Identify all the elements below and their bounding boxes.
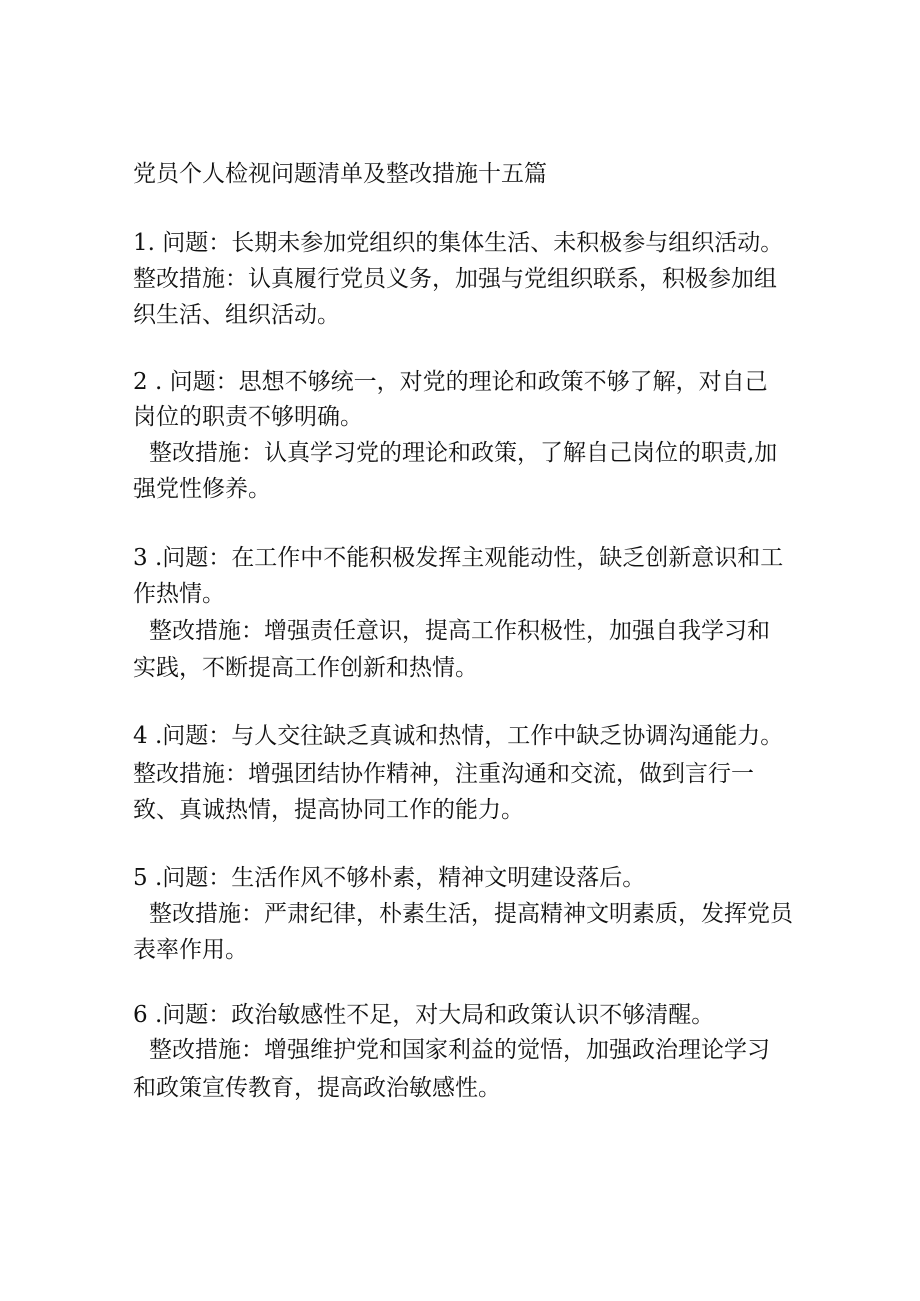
item-3-problem-line-1: 3 .问题：在工作中不能积极发挥主观能动性，缺乏创新意识和工: [133, 545, 784, 571]
item-3-measure-line-2: 实践，不断提高工作创新和热情。: [133, 655, 478, 681]
document-title: 党员个人检视问题清单及整改措施十五篇: [133, 161, 547, 187]
item-1-measure-line-1: 整改措施：认真履行党员义务，加强与党组织联系，积极参加组: [133, 266, 777, 292]
item-2-measure-line-2: 强党性修养。: [133, 476, 271, 502]
item-4-problem-line-1: 4 .问题：与人交往缺乏真诚和热情，工作中缺乏协调沟通能力。: [133, 723, 784, 749]
document-page: [133, 0, 805, 1301]
item-5-measure-line-2: 表率作用。: [133, 937, 248, 963]
item-2-problem-line-1: 2 . 问题：思想不够统一，对党的理论和政策不够了解，对自己: [133, 369, 768, 395]
item-4-measure-line-2: 致、真诚热情，提高协同工作的能力。: [133, 797, 524, 823]
item-1-measure-line-2: 织生活、组织活动。: [133, 302, 340, 328]
item-1-problem-line-1: 1. 问题：长期未参加党组织的集体生活、未积极参与组织活动。: [133, 230, 784, 256]
item-6-measure-line-1: 整改措施：增强维护党和国家利益的觉悟，加强政治理论学习: [149, 1037, 770, 1063]
item-3-measure-line-1: 整改措施：增强责任意识，提高工作积极性，加强自我学习和: [149, 618, 770, 644]
item-5-measure-line-1: 整改措施：严肃纪律，朴素生活，提高精神文明素质，发挥党员: [149, 901, 793, 927]
item-6-problem-line-1: 6 .问题：政治敏感性不足，对大局和政策认识不够清醒。: [133, 1002, 715, 1028]
item-3-problem-line-2: 作热情。: [133, 581, 225, 607]
item-4-measure-line-1: 整改措施：增强团结协作精神，注重沟通和交流，做到言行一: [133, 761, 754, 787]
item-2-problem-line-2: 岗位的职责不够明确。: [133, 404, 363, 430]
item-6-measure-line-2: 和政策宣传教育，提高政治敏感性。: [133, 1075, 501, 1101]
item-5-problem-line-1: 5 .问题：生活作风不够朴素，精神文明建设落后。: [133, 865, 646, 891]
item-2-measure-line-1: 整改措施：认真学习党的理论和政策，了解自己岗位的职责,加: [149, 440, 778, 466]
